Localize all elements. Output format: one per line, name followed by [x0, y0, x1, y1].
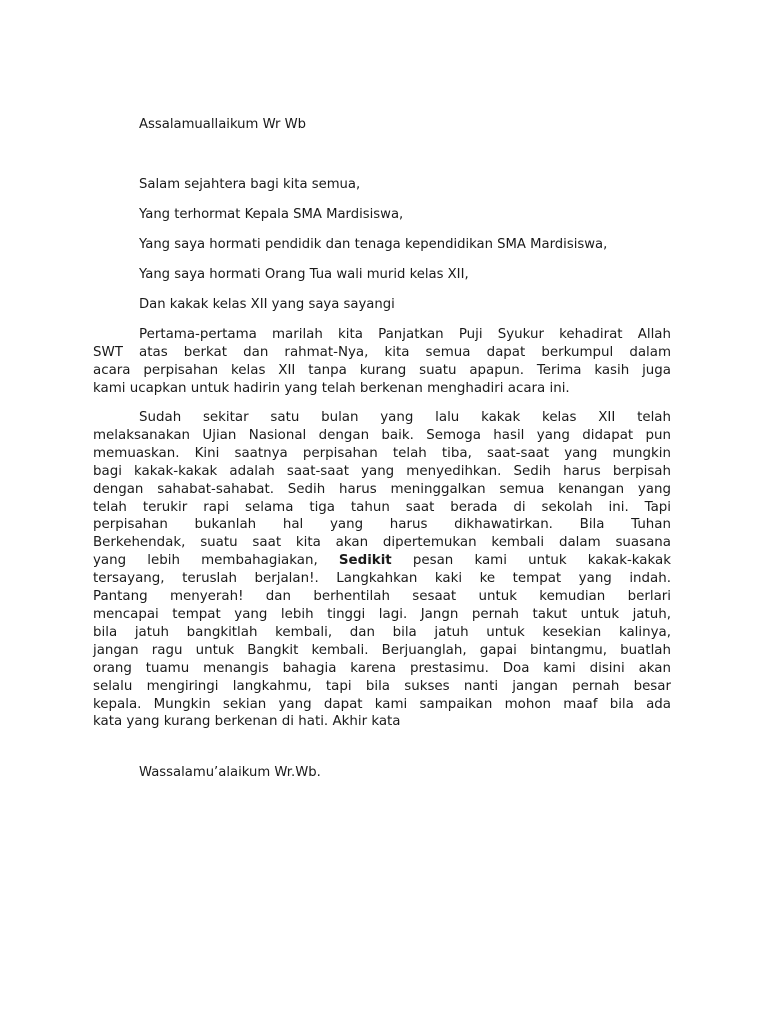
- opening-greeting: Assalamuallaikum Wr Wb: [139, 117, 307, 132]
- paragraph-farewell: [93, 409, 671, 731]
- paragraph-line: kata yang kurang berkenan di hati. Akhir kata: [93, 714, 401, 730]
- paragraph-line: kepala. Mungkin sekian yang dapat kami sampaikan mohon maaf bila ada: [93, 696, 671, 712]
- paragraph-opening: [93, 326, 671, 398]
- paragraph-line: tersayang, teruslah berjalan!. Langkahkan kaki ke tempat yang indah.: [93, 571, 671, 587]
- paragraph-line: SWT atas berkat dan rahmat-Nya, kita semua dapat berkumpul dalam: [93, 344, 671, 360]
- greeting-line: Salam sejahtera bagi kita semua,: [139, 177, 361, 192]
- paragraph-line: bila jatuh bangkitlah kembali, dan bila jatuh untuk kesekian kalinya,: [93, 624, 671, 640]
- paragraph-line: Sudah sekitar satu bulan yang lalu kakak kelas XII telah: [139, 410, 671, 425]
- paragraph-line: kami ucapkan untuk hadirin yang telah berkenan menghadiri acara ini.: [93, 380, 570, 396]
- paragraph-line: jangan ragu untuk Bangkit kembali. Berjuanglah, gapai bintangmu, buatlah: [93, 642, 671, 658]
- paragraph-line-with-bold: [93, 552, 671, 570]
- paragraph-line: perpisahan bukanlah hal yang harus dikhawatirkan. Bila Tuhan: [93, 517, 671, 533]
- paragraph-line: dengan sahabat-sahabat. Sedih harus meninggalkan semua kenangan yang: [93, 481, 671, 497]
- greeting-line: Yang saya hormati Orang Tua wali murid kelas XII,: [139, 267, 469, 282]
- line-segment: pesan kami untuk kakak-kakak: [391, 553, 671, 569]
- greeting-line: Yang terhormat Kepala SMA Mardisiswa,: [139, 207, 404, 222]
- paragraph-line: Pantang menyerah! dan berhentilah sesaat untuk kemudian berlari: [93, 589, 671, 605]
- greeting-line: Dan kakak kelas XII yang saya sayangi: [139, 297, 395, 312]
- paragraph-line: mencapai tempat yang lebih tinggi lagi. Jangn pernah takut untuk jatuh,: [93, 606, 671, 622]
- closing-greeting: Wassalamu’alaikum Wr.Wb.: [139, 765, 321, 780]
- greeting-line: Yang saya hormati pendidik dan tenaga kependidikan SMA Mardisiswa,: [139, 237, 608, 252]
- paragraph-line: melaksanakan Ujian Nasional dengan baik. Semoga hasil yang didapat pun: [93, 427, 671, 443]
- paragraph-line: bagi kakak-kakak adalah saat-saat yang menyedihkan. Sedih harus berpisah: [93, 463, 671, 479]
- paragraph-line: orang tuamu menangis bahagia karena prestasimu. Doa kami disini akan: [93, 660, 671, 676]
- bold-word: Sedikit: [338, 553, 392, 569]
- paragraph-line: selalu mengiringi langkahmu, tapi bila sukses nanti jangan pernah besar: [93, 678, 671, 694]
- paragraph-line: acara perpisahan kelas XII tanpa kurang suatu apapun. Terima kasih juga: [93, 362, 671, 378]
- paragraph-line: memuaskan. Kini saatnya perpisahan telah tiba, saat-saat yang mungkin: [93, 445, 671, 461]
- paragraph-line: telah terukir rapi selama tiga tahun saat berada di sekolah ini. Tapi: [93, 499, 671, 515]
- paragraph-line: Berkehendak, suatu saat kita akan dipertemukan kembali dalam suasana: [93, 535, 671, 551]
- paragraph-line: Pertama-pertama marilah kita Panjatkan Puji Syukur kehadirat Allah: [139, 327, 671, 342]
- line-segment: yang lebih membahagiakan,: [93, 553, 339, 569]
